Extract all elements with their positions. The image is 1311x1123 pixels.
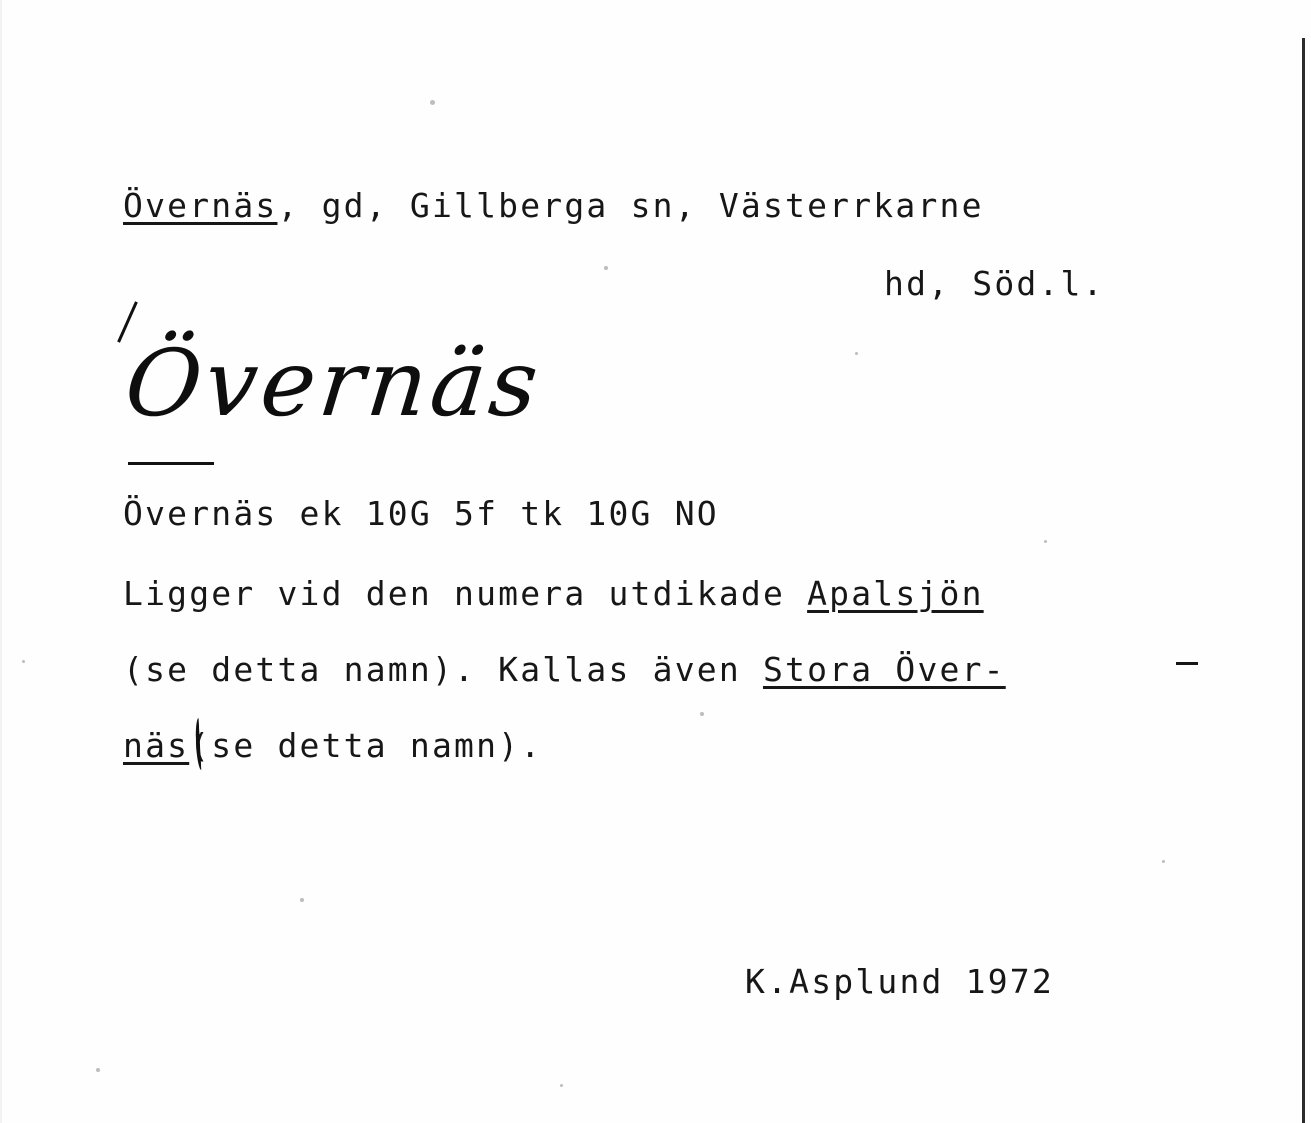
body-line-2: [123, 650, 1006, 689]
scan-speck: [1044, 540, 1047, 543]
scan-speck: [560, 1084, 563, 1087]
card-left-edge: [0, 0, 2, 1123]
term-stora-overnas: Stora Över-: [762, 650, 1006, 689]
scan-speck: [22, 660, 25, 663]
scan-speck: [300, 898, 304, 902]
term-apalsjon: Apalsjön: [807, 574, 984, 613]
handwritten-headword: Övernäs: [120, 330, 547, 437]
scan-speck: [1162, 860, 1165, 863]
handwritten-underline: [128, 462, 214, 465]
scan-speck: [855, 352, 858, 355]
line-break-hyphen: [1176, 662, 1198, 665]
body-line-3-text: (se detta namn).: [189, 726, 543, 765]
term-nas: näs: [123, 726, 190, 765]
scan-speck: [604, 266, 608, 270]
scan-speck: [96, 1068, 100, 1072]
card-right-edge: [1302, 38, 1305, 1123]
body-line-1-text: Ligger vid den numera utdikade: [123, 574, 808, 613]
reference-line: Övernäs ek 10G 5f tk 10G NO: [123, 494, 719, 533]
headword-typed: Övernäs: [123, 186, 278, 225]
header-line-1-rest: , gd, Gillberga sn, Västerrkarne: [277, 186, 984, 225]
signature: K.Asplund 1972: [745, 962, 1054, 1001]
scan-speck: [430, 100, 435, 105]
body-line-2-text: (se detta namn). Kallas även: [123, 650, 763, 689]
scan-speck: [700, 712, 704, 716]
header-line-1: [123, 186, 984, 225]
body-line-3: [123, 726, 542, 765]
header-line-2: hd, Söd.l.: [884, 264, 1105, 303]
body-line-1: [123, 574, 984, 613]
